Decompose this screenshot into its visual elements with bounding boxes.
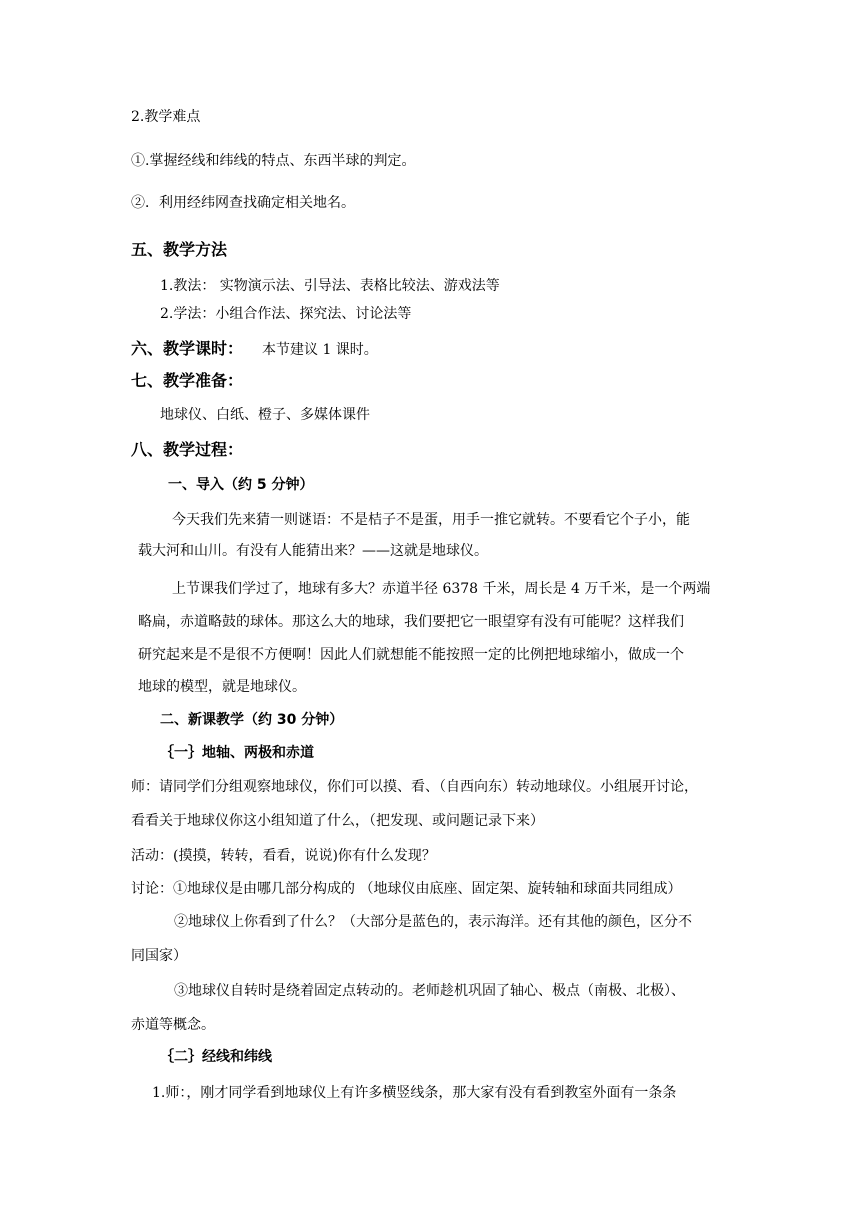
intro-paragraph-line: 载大河和山川。有没有人能猜出来？——这就是地球仪。: [138, 543, 488, 559]
intro-paragraph-line: 上节课我们学过了，地球有多大？赤道半径 6378 千米，周长是 4 万千米，是一个两端: [172, 581, 711, 597]
intro-paragraph-line: 地球的模型，就是地球仪。: [138, 679, 306, 695]
subsection-heading-lines: ｛二｝经线和纬线: [160, 1049, 272, 1065]
section-heading-preparation: 七、教学准备：: [131, 371, 244, 390]
section-heading-process: 八、教学过程：: [131, 440, 244, 459]
teacher-line: 师：请同学们分组观察地球仪，你们可以摸、看、（自西向东）转动地球仪。小组展开讨论，: [131, 779, 698, 795]
difficulty-item-1: ①.掌握经线和纬线的特点、东西半球的判定。: [131, 153, 416, 169]
new-lesson-heading: 二、新课教学（约 30 分钟）: [160, 712, 344, 728]
section-heading-hours: 六、教学课时：: [131, 339, 244, 358]
teacher-line: 看看关于地球仪你这小组知道了什么，（把发现、或问题记录下来）: [131, 813, 544, 829]
section-heading-methods: 五、教学方法: [131, 240, 228, 259]
discussion-line: ②地球仪上你看到了什么？（大部分是蓝色的，表示海洋。还有其他的颜色，区分不: [174, 914, 692, 930]
intro-paragraph-line: 今天我们先来猜一则谜语：不是桔子不是蛋，用手一推它就转。不要看它个子小，能: [172, 512, 690, 528]
discussion-line: 赤道等概念。: [131, 1017, 215, 1033]
subsection-heading-axis: ｛一｝地轴、两极和赤道: [160, 745, 314, 761]
method-item-1: 1.教法： 实物演示法、引导法、表格比较法、游戏法等: [160, 278, 500, 294]
intro-paragraph-line: 研究起来是不是很不方便啊！因此人们就想能不能按照一定的比例把地球缩小，做成一个: [138, 647, 684, 663]
method-item-2: 2.学法：小组合作法、探究法、讨论法等: [160, 306, 412, 322]
difficulty-heading: 2.教学难点: [131, 109, 201, 125]
discussion-line: 同国家）: [131, 948, 187, 964]
discussion-line: 讨论：①地球仪是由哪几部分构成的 （地球仪由底座、固定架、旋转轴和球面共同组成）: [131, 881, 682, 897]
hours-text: 本节建议 1 课时。: [262, 342, 378, 358]
intro-paragraph-line: 略扁，赤道略鼓的球体。那这么大的地球，我们要把它一眼望穿有没有可能呢？这样我们: [138, 614, 684, 630]
lesson-line: 1.师：，刚才同学看到地球仪上有许多横竖线条，那大家有没有看到教室外面有一条条: [152, 1085, 677, 1101]
discussion-line: ③地球仪自转时是绕着固定点转动的。老师趁机巩固了轴心、极点（南极、北极）、: [174, 983, 685, 999]
preparation-text: 地球仪、白纸、橙子、多媒体课件: [160, 407, 370, 423]
intro-heading: 一、导入（约 5 分钟）: [168, 477, 314, 493]
difficulty-item-2: ②．利用经纬网查找确定相关地名。: [131, 195, 355, 211]
activity-line: 活动：(摸摸，转转，看看，说说)你有什么发现？: [131, 848, 436, 864]
